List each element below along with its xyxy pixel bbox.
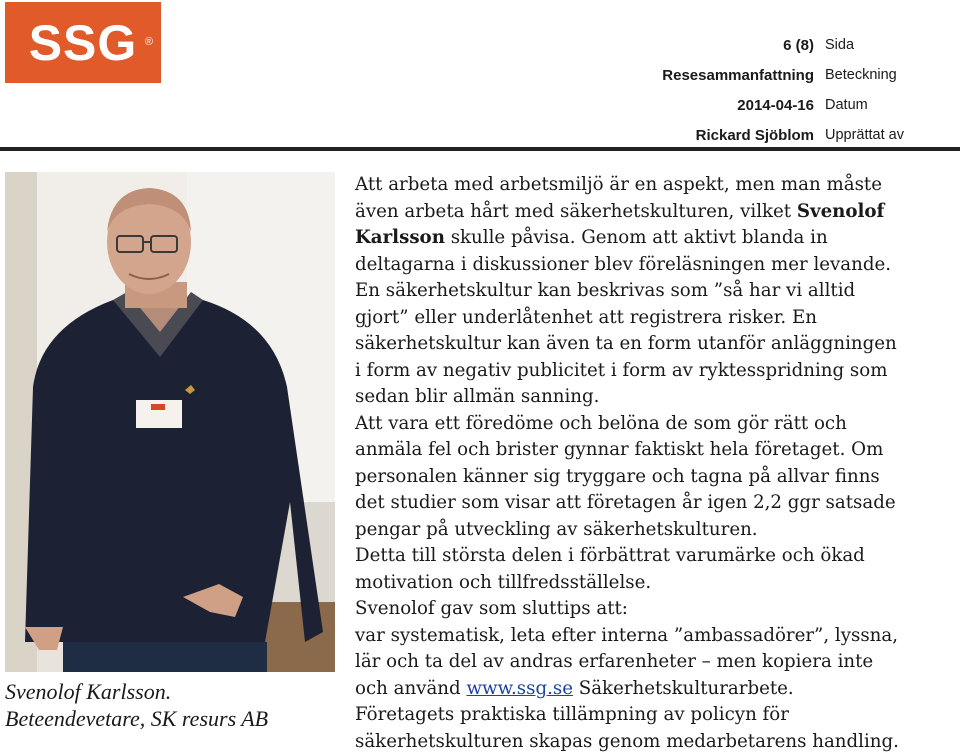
body-line: sedan blir allmän sanning.: [355, 384, 960, 411]
body-line: [355, 676, 960, 703]
body-text: även arbeta hårt med säkerhetskulturen, vilket: [355, 201, 797, 222]
meta-row-date: [514, 90, 920, 120]
logo-text: SSG: [29, 14, 138, 72]
speaker-surname-bold: Karlsson: [355, 227, 445, 248]
body-line: i form av negativ publicitet i form av ryktesspridning som: [355, 358, 960, 385]
body-line: En säkerhetskultur kan beskrivas som ”så har vi alltid: [355, 278, 960, 305]
body-line: Att vara ett föredöme och belöna de som gör rätt och: [355, 411, 960, 438]
body-text: skulle påvisa. Genom att aktivt blanda in: [445, 227, 828, 248]
body-line: säkerhetskulturen skapas genom medarbetarens handling.: [355, 729, 960, 755]
ssg-website-link[interactable]: www.ssg.se: [466, 678, 573, 699]
body-line: [355, 199, 960, 226]
body-text: och använd: [355, 678, 466, 699]
author-value: Rickard Sjöblom: [514, 127, 825, 144]
meta-row-author: [514, 120, 920, 150]
registered-mark: ®: [145, 36, 153, 48]
header-divider: [0, 147, 960, 151]
caption-name: Svenolof Karlsson.: [5, 678, 345, 705]
speaker-photo: [5, 172, 335, 672]
page-number: 6 (8): [514, 37, 825, 54]
body-line: lär och ta del av andras erfarenheter – men kopiera inte: [355, 649, 960, 676]
date-label: Datum: [825, 97, 920, 113]
designation-label: Beteckning: [825, 67, 920, 83]
photo-caption: [5, 678, 345, 732]
body-line: personalen känner sig tryggare och tagna på allvar finns: [355, 464, 960, 491]
date-value: 2014-04-16: [514, 97, 825, 114]
body-line: anmäla fel och brister gynnar faktiskt hela företaget. Om: [355, 437, 960, 464]
caption-title: Beteendevetare, SK resurs AB: [5, 705, 345, 732]
body-line: Företagets praktiska tillämpning av policyn för: [355, 702, 960, 729]
body-line: det studier som visar att företagen år igen 2,2 ggr satsade: [355, 490, 960, 517]
body-line: Detta till största delen i förbättrat varumärke och ökad: [355, 543, 960, 570]
article-body: [355, 172, 960, 755]
body-text: Säkerhetskulturarbete.: [573, 678, 794, 699]
body-line: säkerhetskultur kan även ta en form utanför anläggningen: [355, 331, 960, 358]
body-line: motivation och tillfredsställelse.: [355, 570, 960, 597]
speaker-photo-illustration: [5, 172, 335, 672]
body-line: var systematisk, leta efter interna ”ambassadörer”, lyssna,: [355, 623, 960, 650]
ssg-logo: [5, 2, 161, 83]
body-line: [355, 225, 960, 252]
meta-row-designation: [514, 60, 920, 90]
body-line: Att arbeta med arbetsmiljö är en aspekt, men man måste: [355, 172, 960, 199]
body-line: Svenolof gav som sluttips att:: [355, 596, 960, 623]
document-meta: [514, 30, 920, 150]
page-label: Sida: [825, 37, 920, 53]
author-label: Upprättat av: [825, 127, 920, 143]
designation-value: Resesammanfattning: [514, 67, 825, 84]
body-line: deltagarna i diskussioner blev föreläsningen mer levande.: [355, 252, 960, 279]
speaker-name-bold: Svenolof: [797, 201, 885, 222]
body-line: gjort” eller underlåtenhet att registrera risker. En: [355, 305, 960, 332]
body-line: pengar på utveckling av säkerhetskulturen.: [355, 517, 960, 544]
meta-row-page: [514, 30, 920, 60]
